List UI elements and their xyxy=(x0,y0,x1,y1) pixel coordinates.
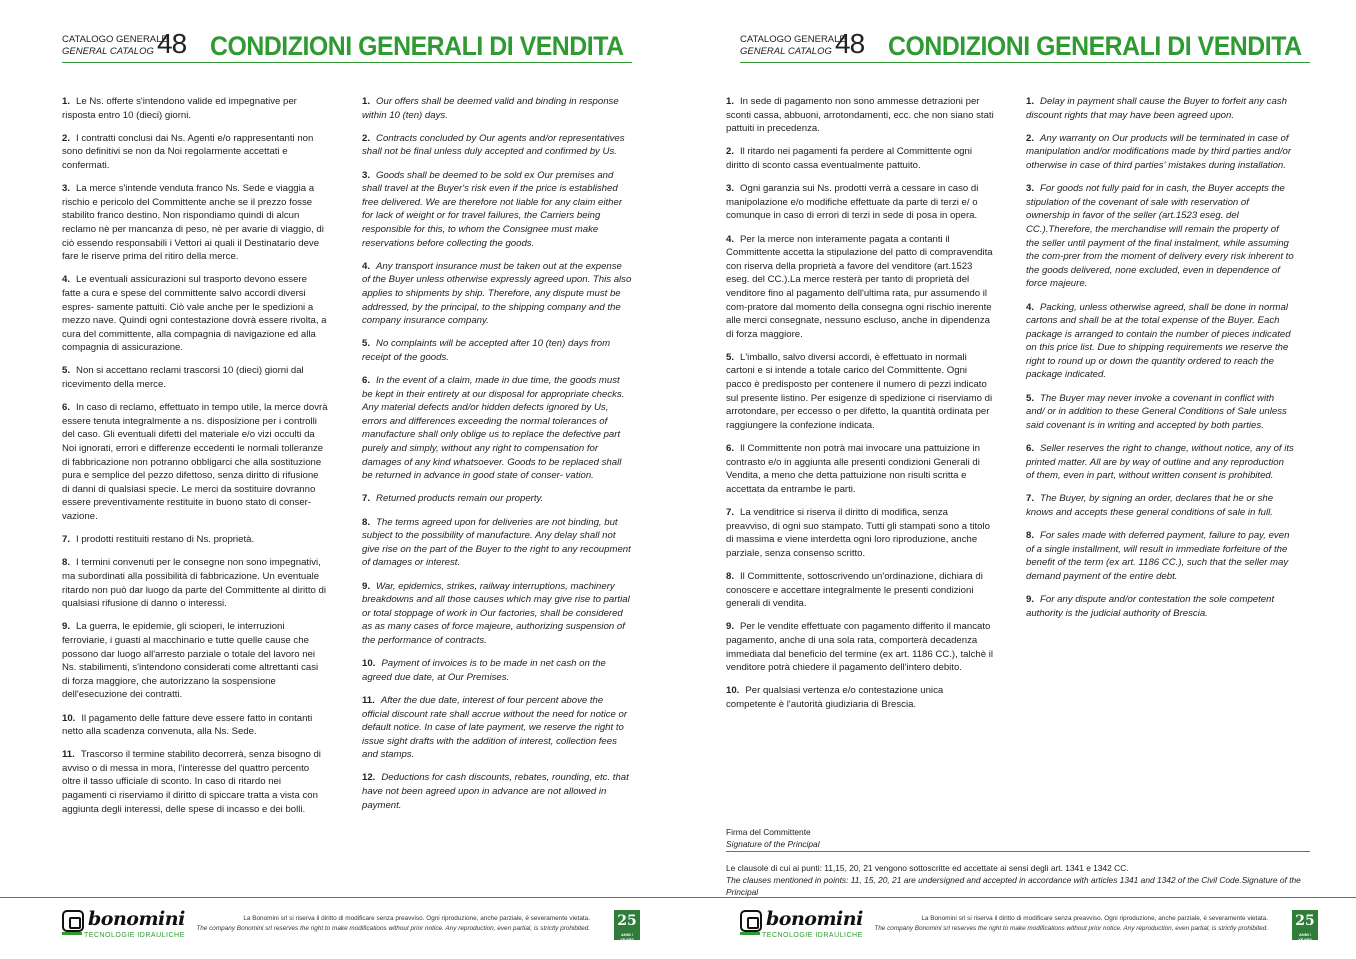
clause-number: 9. xyxy=(726,621,735,633)
clause-text: La guerra, le epidemie, gli scioperi, le interruzioni ferroviarie, i guasti al macchinario e tutte quelle cause che possono dar luogo all'arresto parziale o totale del lavoro nei Ns. stabilimenti, s'intendono considerati come altrettanti casi di forza maggiore, che autorizzano la sospensione dell'esecuzione dei contratti. xyxy=(62,621,319,701)
term-clause xyxy=(1026,529,1294,583)
term-clause xyxy=(62,620,328,702)
clause-number: 3. xyxy=(1026,183,1035,195)
clause-number: 9. xyxy=(62,621,71,633)
term-clause xyxy=(726,570,994,611)
clause-number: 5. xyxy=(362,338,371,350)
term-clause xyxy=(362,657,632,684)
header-rule xyxy=(740,62,1310,63)
clause-number: 10. xyxy=(362,658,376,670)
term-clause xyxy=(362,771,632,812)
term-clause xyxy=(726,351,994,433)
clause-number: 8. xyxy=(726,570,735,582)
term-clause xyxy=(62,364,328,391)
clause-text: La venditrice si riserva il diritto di modifica, senza preavviso, di ogni suo stampato. Tutti gli stampati sono a titolo di massima e viene interdetta ogni loro riproduzione, anche parziale, senza consenso scritto. xyxy=(726,507,990,559)
clause-text: Il pagamento delle fatture deve essere fatto in contanti netto alla scadenza convenuta, alla Ns. Sede. xyxy=(62,712,313,738)
term-clause xyxy=(1026,593,1294,620)
term-clause xyxy=(726,95,994,136)
term-clause xyxy=(1026,95,1294,122)
term-clause xyxy=(1026,442,1294,483)
page-header xyxy=(62,28,638,62)
clause-number: 8. xyxy=(1026,530,1035,542)
clause-number: 2. xyxy=(362,132,371,144)
clause-text: Seller reserves the right to change, without notice, any of its printed matter. All are by way of outline and any reproduction of them, even in part, without written consent is prohibited. xyxy=(1026,443,1294,482)
clause-number: 9. xyxy=(1026,594,1035,606)
clause-text: Le eventuali assicurazioni sul trasporto devono essere fatte a cura e spese del committente salvo accordi diversi espres- samente pattuiti. Ciò vale anche per le spedizioni a mezzo nave. Quindi ogni contestazione dovrà essere rivolta, a cura del committente, alla compagnia di navigazione ed alla compagnia di assicurazione. xyxy=(62,274,327,354)
clause-text: Our offers shall be deemed valid and binding in response within 10 (ten) days. xyxy=(362,96,619,121)
clause-text: Payment of invoices is to be made in net cash on the agreed due date, at Our Premises. xyxy=(362,658,606,683)
clause-number: 6. xyxy=(62,402,71,414)
clause-number: 3. xyxy=(726,183,735,195)
clause-text: Il ritardo nei pagamenti fa perdere al Committente ogni diritto di sconto cassa eventualmente pattuito. xyxy=(726,146,972,171)
term-clause xyxy=(726,684,994,711)
footer-rule xyxy=(0,897,1356,898)
clause-number: 3. xyxy=(62,183,71,195)
clause-number: 1. xyxy=(1026,96,1035,107)
clause-text: For goods not fully paid for in cash, the Buyer accepts the stipulation of the covenant of sale with reservation of ownership in favor of the seller (art.1523 eseg. del CC.).Therefore, the merchandise will remain the property of the seller until payment of the final instalment, while assuming the com-prer from the moment of delivery every risk inherent to the goods delivered, none excluded, even in dependence of force majeure. xyxy=(1026,183,1294,290)
clause-number: 7. xyxy=(62,534,71,546)
clause-number: 10. xyxy=(726,685,740,697)
logo-mark-icon xyxy=(740,910,762,932)
clause-number: 5. xyxy=(1026,392,1035,404)
term-clause xyxy=(62,273,328,355)
clause-number: 7. xyxy=(726,507,735,518)
clause-text: The Buyer, by signing an order, declares that he or she knows and accepts these general conditions of sale in full. xyxy=(1026,493,1274,518)
anniversary-badge: 25 ANNI / YEARS xyxy=(1292,910,1318,940)
term-clause xyxy=(362,580,632,648)
clause-text: In the event of a claim, made in due time, the goods must be kept in their entirety at our disposal for appropriate checks. Any material defects and/or hidden defects ignored by Us, errors and differences exceeding the normal tolerances of manufacture shall only oblige us to replace the defective part purely and simply, without any right to compensation for damages of any kind whatsoever. Goods to be replaced shall be returned in advance in good state of conser- vation. xyxy=(362,375,625,482)
signature-block xyxy=(726,826,1316,898)
clause-number: 10. xyxy=(62,712,76,724)
clause-text: After the due date, interest of four percent above the official discount rate shall accrue without the need for notice or default notice. In case of late payment, we reserve the right to issue sight drafts with the addition of interest, collection fees and stamps. xyxy=(362,694,628,761)
clause-text: Deductions for cash discounts, rebates, rounding, etc. that have not been agreed upon in advance are not allowed in payment. xyxy=(362,772,629,811)
term-clause xyxy=(62,401,328,523)
clause-text: La merce s'intende venduta franco Ns. Sede e viaggia a rischio e pericolo del Committente anche se il prezzo fosse stabilito franco destino. Non rispondiamo quindi di alcun reclamo nè per mancanza di peso, nè per avarie di viaggio, di ciò essendo responsabili i Vettori ai quali il Destinatario deve fare le riserve prima del ritiro della merce. xyxy=(62,183,324,263)
clause-number: 5. xyxy=(726,351,735,363)
page-footer xyxy=(62,908,640,946)
terms-italian-column xyxy=(62,95,328,826)
clause-number: 11. xyxy=(62,749,75,761)
term-clause xyxy=(362,374,632,483)
term-clause xyxy=(362,337,632,364)
clause-text: I termini convenuti per le consegne non sono impegnativi, ma subordinati alla possibilità di fabbricazione. Un eventuale ritardo non può dar luogo da parte del Committente al diritto di qualsiasi rifusione di danno o interessi. xyxy=(62,557,326,610)
page-number: 48 xyxy=(835,28,865,59)
clause-text: I prodotti restituiti restano di Ns. proprietà. xyxy=(76,534,255,546)
term-clause xyxy=(362,492,632,506)
clauses-note-en: The clauses mentioned in points: 11, 15, 20, 21 are undersigned and accepted in accordance with articles 1341 and 1342 of the Civil Code.Signature of the Principal xyxy=(726,875,1301,897)
clause-number: 6. xyxy=(362,375,371,387)
term-clause xyxy=(362,169,632,251)
clause-text: Goods shall be deemed to be sold ex Our premises and shall travel at the Buyer's risk even if the price is established free delivered. We are therefore not liable for any claim either for lack of weight or for travel failures, the Carriers being responsible for this, to whom the Consignee must make reservations before collecting the goods. xyxy=(362,169,623,249)
term-clause xyxy=(62,132,328,173)
term-clause xyxy=(726,506,994,560)
term-clause xyxy=(62,533,328,547)
clause-text: Il Committente, sottoscrivendo un'ordinazione, dichiara di conoscere e accettare integralmente le presenti condizioni generali di vendita. xyxy=(726,570,983,610)
term-clause xyxy=(62,556,328,610)
clauses-note: Le clausole di cui ai punti: 11,15, 20, 21 vengono sottoscritte ed accettate ai sensi degli art. 1341 e 1342 CC. xyxy=(726,863,1129,873)
clause-text: Trascorso il termine stabilito decorrerà, senza bisogno di avviso o di messa in mora, l'interesse del quattro percento oltre il tasso ufficiale di sconto. In caso di ritardo nei pagamenti ci riserviamo il diritto di spiccare tratta a vista con aggiunta degli interessi, delle spese di incasso e dei bolli. xyxy=(62,749,321,815)
clause-text: In sede di pagamento non sono ammesse detrazioni per sconti cassa, abbuoni, arrotondamenti, ecc. che non siano stati pattuiti in precedenza. xyxy=(726,96,994,135)
term-clause xyxy=(362,516,632,570)
footer-note: La Bonomini srl si riserva il diritto di modificare senza preavviso. Ogni riproduzione, anche parziale, è severamente vietata. The company Bonomini srl reserves the right to make modifications without prior notice. Any reproduction, even partial, is strictly prohibited. xyxy=(196,915,590,932)
term-clause xyxy=(1026,301,1294,383)
clause-number: 11. xyxy=(362,694,375,706)
logo-mark-icon xyxy=(62,910,84,932)
clause-number: 8. xyxy=(62,557,71,569)
anniversary-badge: 25 ANNI / YEARS xyxy=(614,910,640,940)
term-clause xyxy=(1026,492,1294,519)
clause-text: Contracts concluded by Our agents and/or representatives shall not be final unless duly accepted and confirmed by Us. xyxy=(362,132,625,158)
clause-number: 3. xyxy=(362,169,371,181)
signature-line[interactable] xyxy=(726,851,1310,852)
clause-text: In caso di reclamo, effettuato in tempo utile, la merce dovrà essere tenuta integralmente a ns. disposizione per i controlli del caso. Gli eventuali difetti del materiale e/o vizi occulti da Noi ignorati, errori e differenze eccedenti le normali tolleranze di fabbricazione non potranno obbligarci che alla sostituzione pura e semplice del pezzo difettoso, senza diritto di rifusione di danni di qualsiasi specie. Le merci da sostituire dovranno essere preventivamente restituite in buono stato di conser-vazione. xyxy=(62,402,328,522)
clause-number: 4. xyxy=(362,260,371,272)
term-clause xyxy=(62,95,328,122)
term-clause xyxy=(1026,132,1294,173)
right-page xyxy=(678,0,1356,959)
page-title: CONDIZIONI GENERALI DI VENDITA xyxy=(210,31,624,61)
clause-text: For sales made with deferred payment, failure to pay, even of a single installment, will result in immediate forfeiture of the benefit of the term (ex art. 1186 CC.), such that the seller may demand payment of the entire debt. xyxy=(1026,530,1290,582)
term-clause xyxy=(62,748,328,816)
term-clause xyxy=(726,620,994,674)
clause-number: 7. xyxy=(362,493,371,505)
clause-text: Per qualsiasi vertenza e/o contestazione unica competente è l'autorità giudiziaria di Brescia. xyxy=(726,685,944,710)
header-rule xyxy=(62,62,632,63)
clause-text: Per la merce non interamente pagata a contanti il Committente accetta la stipulazione del patto di compravendita con riserva della proprietà a favore del venditore (art.1523 eseg. del CC.).La merce resterà per tanto di proprietà del venditore fino al pagamento dell'ultima rata, pur assumendo il com-pratore dal momento della consegna ogni rischio inerente alle merci consegnate, nessuno escluso, anche in dipendenza di forza maggiore. xyxy=(726,233,993,340)
term-clause xyxy=(726,233,994,342)
clause-text: War, epidemics, strikes, railway interruptions, machinery breakdowns and all those causes which may give rise to partial or total stoppage of work in Our factories, shall be considered as as many cases of force majeure, authorizing suspension of the performance of contracts. xyxy=(362,580,630,646)
clause-text: Any warranty on Our products will be terminated in case of manipulation and/or modifications made by third parties and/or otherwise in case of third parties' mistakes during installation. xyxy=(1026,132,1292,171)
term-clause xyxy=(1026,392,1294,433)
clause-number: 5. xyxy=(62,365,71,377)
term-clause xyxy=(1026,182,1294,291)
clause-text: L'imballo, salvo diversi accordi, è effettuato in normali cartoni e si intende a totale carico del Committente. Ogni pacco è predisposto per contenere il numero di pezzi indicato sul presente listino. Per esigenze di spedizione ci riserviamo di arrotondare, per eccesso o per difetto, la quantità ordinata per raggiungere la confezione indicata. xyxy=(726,351,993,431)
clause-text: Any transport insurance must be taken out at the expense of the Buyer unless otherwise expressly agreed upon. This also applies to shipments by ship. Therefore, any dispute must be addressed, by the principal, to the shipping company and the company insurance company. xyxy=(362,260,632,327)
terms-english-column xyxy=(1026,95,1294,630)
signature-label-en: Signature of the Principal xyxy=(726,839,820,849)
clause-text: No complaints will be accepted after 10 (ten) days from receipt of the goods. xyxy=(362,338,611,363)
terms-english-column xyxy=(362,95,632,822)
clause-number: 8. xyxy=(362,516,371,528)
term-clause xyxy=(362,132,632,159)
clause-number: 1. xyxy=(62,96,71,107)
clause-text: The terms agreed upon for deliveries are not binding, but subject to the possibility of manufacture. Any delay shall not give rise on the part of the Buyer to the right to any recoupment of damages or interest. xyxy=(362,516,631,569)
clause-text: Delay in payment shall cause the Buyer to forfeit any cash discount rights that may have been agreed upon. xyxy=(1026,96,1287,121)
clause-text: Packing, unless otherwise agreed, shall be done in normal cartons and shall be at the total expense of the Buyer. Each package is arranged to contain the number of pieces indicated on this price list. Due to shipping requirements we reserve the right to round up or down the quantity ordered to reach the package indicated. xyxy=(1026,301,1291,381)
clause-number: 2. xyxy=(726,146,735,158)
catalog-label: CATALOGO GENERALE GENERAL CATALOG xyxy=(62,34,168,57)
clause-text: Il Committente non potrà mai invocare una pattuizione in contrasto e/o in aggiunta alle presenti condizioni Generali di Vendita, a meno che detta pattuizione non risulti scritta e accettata da entrambe le parti. xyxy=(726,443,980,495)
page-number: 48 xyxy=(157,28,187,59)
clause-number: 6. xyxy=(1026,443,1035,455)
clause-number: 9. xyxy=(362,580,371,592)
terms-italian-column xyxy=(726,95,994,721)
clause-number: 1. xyxy=(726,96,735,107)
clause-number: 4. xyxy=(62,274,71,286)
clause-number: 2. xyxy=(1026,132,1035,144)
clause-text: Le Ns. offerte s'intendono valide ed impegnative per risposta entro 10 (dieci) giorni. xyxy=(62,96,297,121)
catalog-label: CATALOGO GENERALE GENERAL CATALOG xyxy=(740,34,846,57)
clause-number: 2. xyxy=(62,132,71,144)
term-clause xyxy=(62,712,328,739)
clause-number: 7. xyxy=(1026,493,1035,505)
clause-number: 4. xyxy=(1026,301,1035,313)
clause-text: I contratti conclusi dai Ns. Agenti e/o rappresentanti non sono definitivi se non da Noi regolarmente accettati e confermati. xyxy=(62,132,314,171)
clause-number: 6. xyxy=(726,443,735,455)
footer-note: La Bonomini srl si riserva il diritto di modificare senza preavviso. Ogni riproduzione, anche parziale, è severamente vietata. The company Bonomini srl reserves the right to make modifications without prior notice. Any reproduction, even partial, is strictly prohibited. xyxy=(874,915,1268,932)
clause-number: 1. xyxy=(362,96,371,107)
page-footer xyxy=(740,908,1318,946)
clause-number: 12. xyxy=(362,772,376,784)
term-clause xyxy=(726,442,994,496)
bonomini-logo: bonomini TECNOLOGIE IDRAULICHE xyxy=(62,908,188,942)
term-clause xyxy=(362,694,632,762)
clause-text: The Buyer may never invoke a covenant in conflict with and/ or in addition to these General Conditions of Sale unless said covenant is in writing and accepted by both parties. xyxy=(1026,392,1287,431)
term-clause xyxy=(62,182,328,264)
bonomini-logo: bonomini TECNOLOGIE IDRAULICHE xyxy=(740,908,866,942)
term-clause xyxy=(362,95,632,122)
clause-text: Ogni garanzia sui Ns. prodotti verrà a cessare in caso di manipolazione e/o modifiche effettuate da parte di terzi e/ o comunque in caso di errori di terzi in sede di posa in opera. xyxy=(726,183,979,222)
page-header xyxy=(740,28,1316,62)
clause-text: For any dispute and/or contestation the sole competent authority is the judicial authority of Brescia. xyxy=(1026,594,1275,619)
term-clause xyxy=(726,182,994,223)
page-title: CONDIZIONI GENERALI DI VENDITA xyxy=(888,31,1302,61)
clause-number: 4. xyxy=(726,233,735,245)
term-clause xyxy=(726,145,994,172)
term-clause xyxy=(362,260,632,328)
signature-label: Firma del Committente xyxy=(726,827,811,837)
clause-text: Returned products remain our property. xyxy=(376,493,544,505)
clause-text: Per le vendite effettuate con pagamento differito il mancato pagamento, anche di una sola rata, comporterà decadenza immediata dal beneficio del termine (ex art. 1186 CC.), talchè il venditore potrà chiedere il pagamento dell'intero debito. xyxy=(726,621,993,674)
clause-text: Non si accettano reclami trascorsi 10 (dieci) giorni dal ricevimento della merce. xyxy=(62,365,304,391)
